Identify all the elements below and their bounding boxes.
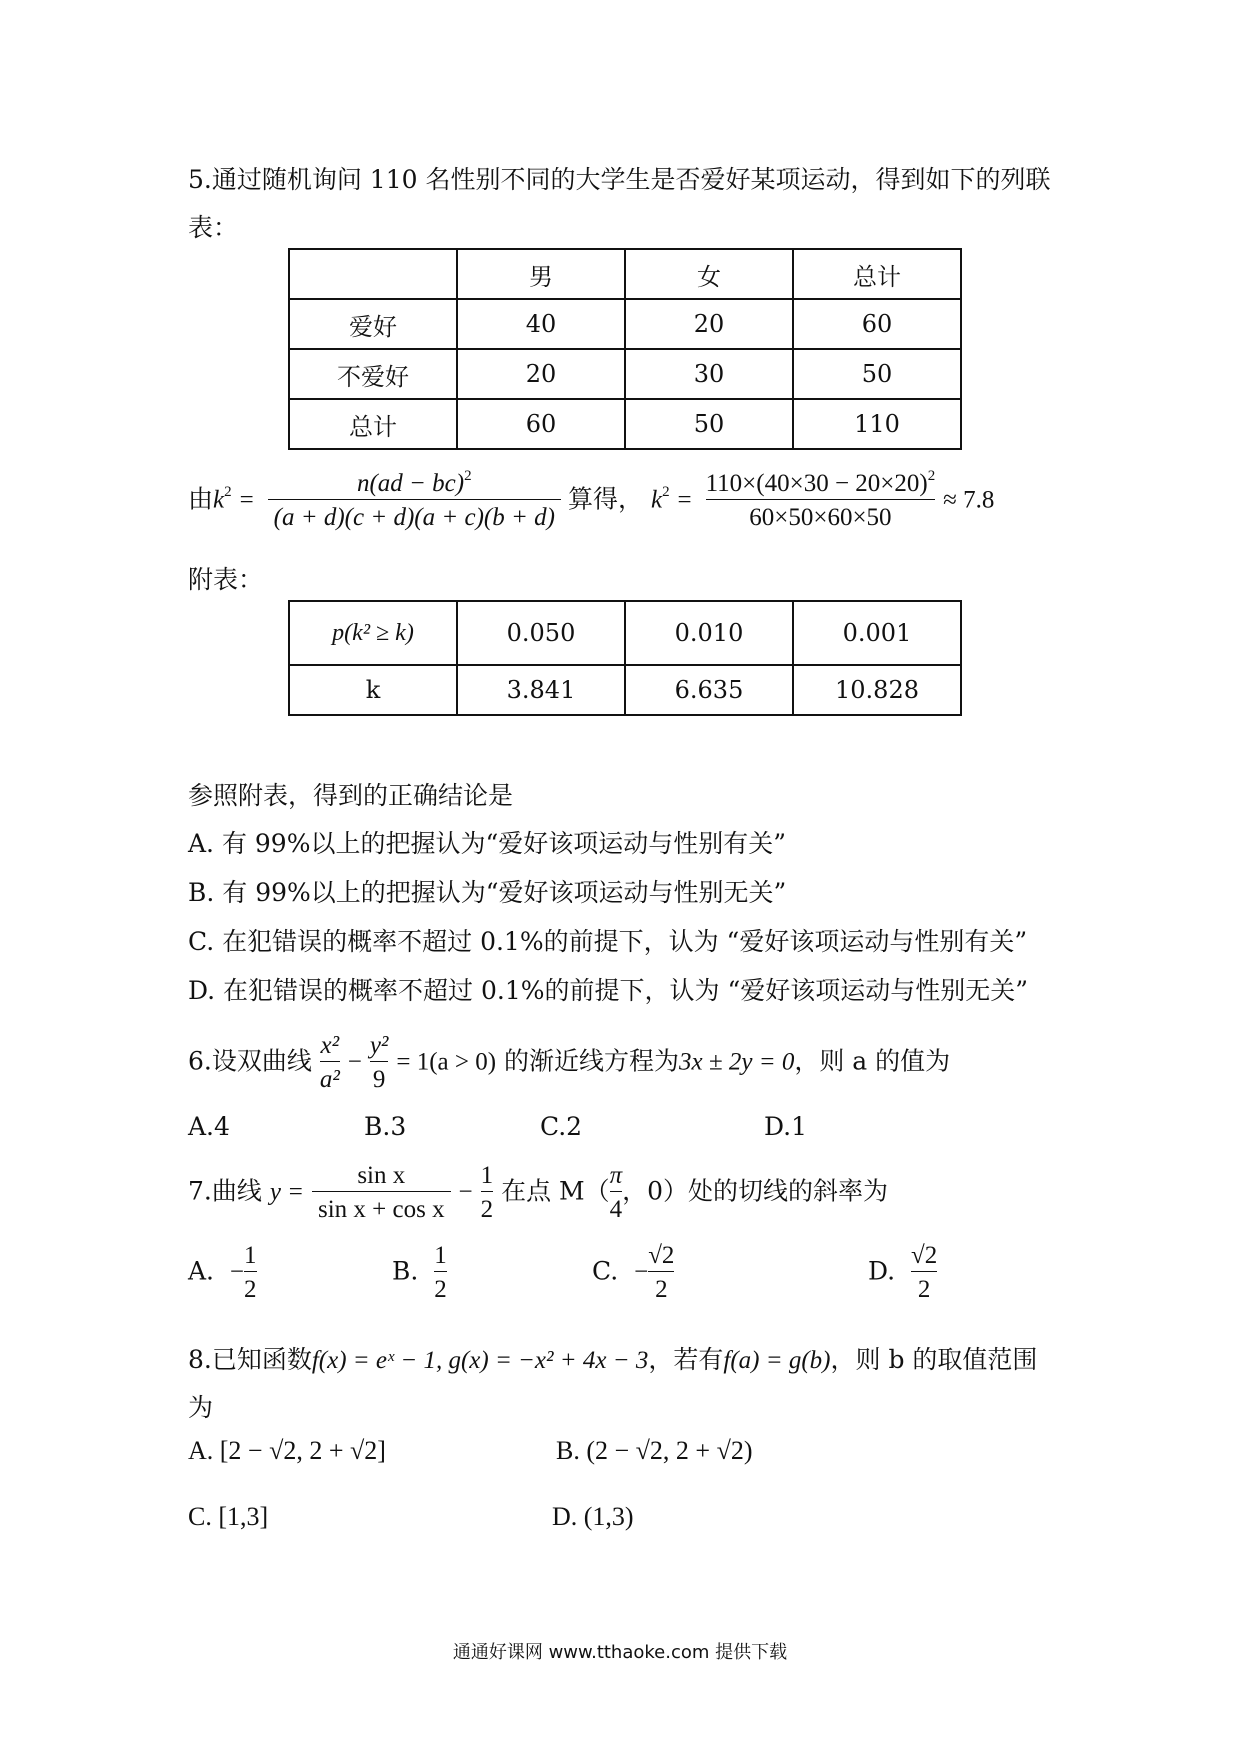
- q5-intro-line1: 5.通过随机询问 110 名性别不同的大学生是否爱好某项运动，得到如下的列联: [188, 165, 1051, 194]
- q8-option-c: C. [1,3]: [188, 1502, 269, 1531]
- q6-prefix: 6.设双曲线: [188, 1046, 312, 1076]
- table-row: [289, 299, 961, 349]
- contingency-header-cell: [289, 249, 457, 299]
- contingency-header-cell: 总计: [793, 249, 961, 299]
- q7-pi-fraction: $\frac{\pi}{4}$: [610, 1160, 623, 1226]
- q7-option-b: B. $\frac{1}{2}$: [392, 1240, 447, 1306]
- appendix-label: 附表：: [188, 565, 264, 594]
- q5-option-a: A. 有 99%以上的把握认为“爱好该项运动与性别有关”: [188, 829, 787, 858]
- q7-stem: 7.曲线 y = $\frac{\text{sin x}}{\text{sin x + cos x}}$ − $\frac{1}{2}$ 在点 M（ $\frac{\pi}{4}$ ，0）处的切线的斜率为: [188, 1160, 888, 1226]
- appendix-table: [288, 600, 962, 716]
- table-cell: 0.050: [457, 601, 625, 665]
- contingency-header-row: [289, 249, 961, 299]
- q5-option-d: D. 在犯错误的概率不超过 0.1%的前提下，认为 “爱好该项运动与性别无关”: [188, 976, 1029, 1005]
- q7-option-d: D. $\frac{√2}{2}$: [868, 1240, 937, 1306]
- table-row: [289, 665, 961, 715]
- q7-option-a: A. − $\frac{1}{2}$: [188, 1240, 257, 1306]
- q8-condition: f(a) = g(b): [723, 1347, 831, 1374]
- q6-option-c: C.2: [540, 1112, 583, 1141]
- q7-half: $\frac{1}{2}$: [481, 1160, 494, 1226]
- q8-functions: f(x) = eˣ − 1, g(x) = −x² + 4x − 3: [311, 1347, 649, 1374]
- q5-prompt: 参照附表，得到的正确结论是: [188, 781, 514, 810]
- appendix-row-label: p(k² ≥ k): [289, 601, 457, 665]
- q5-option-c: C. 在犯错误的概率不超过 0.1%的前提下，认为 “爱好该项运动与性别有关”: [188, 927, 1028, 956]
- table-cell: 110: [793, 399, 961, 449]
- table-cell: 50: [625, 399, 793, 449]
- computed-label: 算得，: [568, 484, 644, 514]
- formula-numerator: n(ad − bc)$^2$: [356, 467, 472, 497]
- q6-option-d: D.1: [764, 1112, 808, 1141]
- table-cell: 0.001: [793, 601, 961, 665]
- table-cell: 0.010: [625, 601, 793, 665]
- q6-fraction-x: $\frac{\text{x²}}{\text{a²}}$: [320, 1030, 340, 1096]
- table-cell: 60: [793, 299, 961, 349]
- q8-stem-line1: 8.已知函数f(x) = eˣ − 1, g(x) = −x² + 4x − 3，若有f(a) = g(b)，则 b 的取值范围: [188, 1345, 1038, 1374]
- table-row: [289, 601, 961, 665]
- table-cell: 总计: [289, 399, 457, 449]
- table-cell: 爱好: [289, 299, 457, 349]
- q6-fraction-y: $\frac{\text{y²}}{9}$: [370, 1030, 389, 1096]
- formula-eq: =: [239, 486, 254, 514]
- q6-stem: 6.设双曲线 $\frac{\text{x²}}{\text{a²}}$ − $\frac{\text{y²}}{9}$ = 1(a > 0) 的渐近线方程为3x ± 2y = 0，则 a 的值为: [188, 1030, 950, 1096]
- table-cell: 30: [625, 349, 793, 399]
- table-cell: 40: [457, 299, 625, 349]
- formula-k: k: [213, 486, 225, 514]
- table-row: [289, 349, 961, 399]
- table-cell: 50: [793, 349, 961, 399]
- q6-asymptote: 3x ± 2y = 0: [679, 1048, 795, 1076]
- computed-numerator: $110\times(40\times 30 - 20\times 20)^2$: [705, 467, 936, 497]
- table-cell: 6.635: [625, 665, 793, 715]
- q7-fraction: $\frac{\text{sin x}}{\text{sin x + cos x}}$: [312, 1160, 451, 1226]
- q8-option-d: D. (1,3): [552, 1502, 634, 1531]
- contingency-header-cell: 男: [457, 249, 625, 299]
- page-footer: 通通好课网 www.tthaoke.com 提供下载: [452, 1642, 788, 1663]
- table-cell: 20: [625, 299, 793, 349]
- q6-condition: = 1(a > 0): [396, 1048, 497, 1076]
- formula-fraction: [268, 468, 561, 534]
- q7-option-c: C. − $\frac{√2}{2}$: [592, 1240, 674, 1306]
- table-cell: 10.828: [793, 665, 961, 715]
- q6-option-a: A.4: [188, 1112, 230, 1141]
- q5-intro-line2: 表：: [188, 213, 239, 242]
- table-cell: 20: [457, 349, 625, 399]
- formula-prefix: 由: [188, 484, 214, 514]
- contingency-header-cell: 女: [625, 249, 793, 299]
- table-row: [289, 399, 961, 449]
- appendix-row-label: k: [289, 665, 457, 715]
- formula-denominator: (a + d)(c + d)(a + c)(b + d): [268, 499, 561, 533]
- table-cell: 3.841: [457, 665, 625, 715]
- q8-option-a: A. [2 − √2, 2 + √2]: [188, 1436, 386, 1465]
- computed-denominator: 60×50×60×50: [706, 499, 936, 533]
- q6-option-b: B.3: [364, 1112, 407, 1141]
- table-cell: 60: [457, 399, 625, 449]
- q5-option-b: B. 有 99%以上的把握认为“爱好该项运动与性别无关”: [188, 878, 787, 907]
- q7-prefix: 7.曲线: [188, 1176, 262, 1206]
- k2-formula: 由$k^2$ = $\frac{n(ad - bc)^2}{(a + d)(c + d)(a + c)(b + d)}$: [188, 468, 561, 534]
- contingency-table: [288, 248, 962, 450]
- table-cell: 不爱好: [289, 349, 457, 399]
- q8-option-b: B. (2 − √2, 2 + √2): [556, 1436, 753, 1465]
- computed-fraction: [706, 468, 936, 534]
- computed-approx: ≈ 7.8: [943, 486, 995, 514]
- q8-stem-line2: 为: [188, 1393, 214, 1422]
- computed-k2: 算得， $k^2$ = $\frac{110\times(40\times 30 - 20\times 20)^2}{60\times 50\times 60\times 50}$ ≈ 7.8: [568, 468, 994, 534]
